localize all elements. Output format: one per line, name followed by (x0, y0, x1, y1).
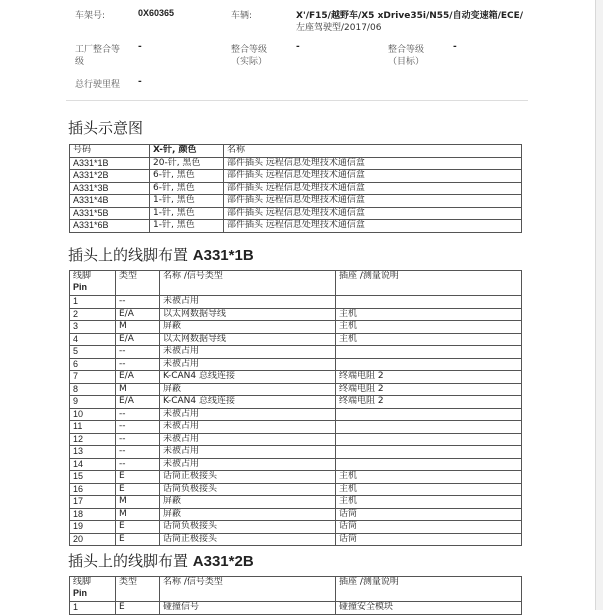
table-cell-type: -- (116, 433, 160, 446)
table-cell-socket: 主机 (336, 496, 522, 509)
table-cell-number: A331*2B (70, 170, 150, 183)
table-cell-signal: 屏蔽 (160, 508, 336, 521)
table-cell-pin: 2 (70, 308, 116, 321)
table-cell-pin: 7 (70, 371, 116, 384)
column-header-type: 类型 (116, 577, 160, 602)
table-cell-signal: 以太网数据导线 (160, 333, 336, 346)
table-cell-type: -- (116, 346, 160, 359)
table-cell-signal: 未被占用 (160, 346, 336, 359)
target-level-label-2: （目标） (388, 57, 425, 67)
table-row (70, 408, 522, 421)
column-header-number: 号码 (70, 145, 150, 158)
actual-level-label-2: （实际） (231, 57, 268, 67)
table-cell-number: A331*5B (70, 207, 150, 220)
table-cell-type: M (116, 508, 160, 521)
table-cell-socket (336, 446, 522, 459)
table-row (70, 182, 522, 195)
table-cell-type: M (116, 321, 160, 334)
table-cell-signal: 话筒负极接头 (160, 483, 336, 496)
table-cell-pin: 13 (70, 446, 116, 459)
table-cell-type: -- (116, 446, 160, 459)
table-cell-pin: 19 (70, 521, 116, 534)
table-cell-pin: 20 (70, 533, 116, 546)
table-row (70, 496, 522, 509)
table-cell-pin: 17 (70, 496, 116, 509)
table-cell-type: E/A (116, 371, 160, 384)
table-cell-name: 部件插头 远程信息处理技术通信盒 (224, 195, 522, 208)
table-cell-pins-color: 1-针, 黑色 (150, 220, 224, 233)
table-cell-socket: 终端电阻 2 (336, 396, 522, 409)
table-cell-pin: 9 (70, 396, 116, 409)
table-header-row (70, 577, 522, 602)
actual-level-label: 整合等级 (231, 45, 268, 55)
table-cell-signal: 话筒正极接头 (160, 471, 336, 484)
connector-overview-table (69, 144, 522, 233)
scrollbar-track[interactable] (596, 0, 603, 610)
chassis-value: 0X60365 (138, 8, 175, 18)
table-cell-signal: 未被占用 (160, 421, 336, 434)
table-cell-pins-color: 6-针, 黑色 (150, 170, 224, 183)
table-row (70, 321, 522, 334)
column-header-pin-en: Pin (73, 588, 88, 598)
table-cell-pin: 4 (70, 333, 116, 346)
table-cell-socket: 主机 (336, 308, 522, 321)
factory-level-label: 工厂整合等 (75, 45, 121, 55)
table-cell-name: 部件插头 远程信息处理技术通信盒 (224, 220, 522, 233)
table-cell-number: A331*1B (70, 157, 150, 170)
connector-overview-title: 插头示意图 (68, 119, 144, 137)
table-row (70, 533, 522, 546)
table-cell-pin: 11 (70, 421, 116, 434)
column-header-pin (70, 271, 116, 296)
table-row (70, 433, 522, 446)
target-level-label: 整合等级 (388, 45, 425, 55)
table-cell-socket: 话筒 (336, 508, 522, 521)
table-row (70, 170, 522, 183)
table-cell-signal: 话筒负极接头 (160, 521, 336, 534)
table-cell-number: A331*6B (70, 220, 150, 233)
table-cell-name: 部件插头 远程信息处理技术通信盒 (224, 170, 522, 183)
table-cell-signal: 以太网数据导线 (160, 308, 336, 321)
table-cell-type: E (116, 483, 160, 496)
column-header-pins-color: X-针, 颜色 (150, 145, 224, 158)
table-cell-pin: 3 (70, 321, 116, 334)
table-row (70, 371, 522, 384)
table-cell-pin: 16 (70, 483, 116, 496)
table-cell-type: E/A (116, 333, 160, 346)
table-cell-type: M (116, 496, 160, 509)
column-header-pin-cn: 线脚 (73, 271, 92, 281)
factory-level-value: - (138, 42, 142, 52)
table-cell-socket (336, 408, 522, 421)
table-cell-type: M (116, 383, 160, 396)
table-cell-pins-color: 20-针, 黑色 (150, 157, 224, 170)
table-cell-pin: 1 (70, 296, 116, 309)
table-cell-name: 部件插头 远程信息处理技术通信盒 (224, 157, 522, 170)
mileage-label: 总行驶里程 (75, 80, 121, 90)
vehicle-value-line1: X'/F15/越野车/X5 xDrive35i/N55/自动变速箱/ECE/ (296, 11, 524, 21)
column-header-socket: 插座 /测量说明 (336, 271, 522, 296)
pinout-1b-title-code: A331*1B (192, 247, 254, 264)
table-cell-pins-color: 1-针, 黑色 (150, 207, 224, 220)
table-row (70, 383, 522, 396)
table-cell-socket: 终端电阻 2 (336, 371, 522, 384)
table-row (70, 508, 522, 521)
table-cell-socket: 主机 (336, 483, 522, 496)
table-cell-pin: 1 (70, 602, 116, 615)
table-cell-socket (336, 433, 522, 446)
table-cell-type: E (116, 471, 160, 484)
column-header-pin-cn: 线脚 (73, 577, 92, 587)
column-header-socket: 插座 /测量说明 (336, 577, 522, 602)
table-cell-pin: 5 (70, 346, 116, 359)
table-row (70, 458, 522, 471)
table-cell-pin: 14 (70, 458, 116, 471)
table-cell-socket (336, 358, 522, 371)
table-cell-signal: 未被占用 (160, 433, 336, 446)
table-row (70, 602, 522, 615)
table-cell-signal: 屏蔽 (160, 321, 336, 334)
table-cell-pins-color: 1-针, 黑色 (150, 195, 224, 208)
table-cell-name: 部件插头 远程信息处理技术通信盒 (224, 182, 522, 195)
pinout-2b-table (69, 576, 522, 615)
table-row (70, 296, 522, 309)
table-header-row (70, 145, 522, 158)
pinout-2b-title (68, 550, 254, 571)
table-cell-pin: 18 (70, 508, 116, 521)
table-cell-signal: 未被占用 (160, 446, 336, 459)
factory-level-label-2: 级 (75, 57, 85, 67)
table-cell-pin: 12 (70, 433, 116, 446)
table-cell-pin: 8 (70, 383, 116, 396)
table-cell-signal: 未被占用 (160, 296, 336, 309)
pinout-2b-title-code: A331*2B (192, 553, 254, 570)
table-cell-pin: 10 (70, 408, 116, 421)
table-row (70, 483, 522, 496)
table-cell-socket: 话筒 (336, 521, 522, 534)
pinout-2b-title-text: 插头上的线脚布置 (68, 552, 193, 570)
mileage-value: - (138, 77, 142, 87)
table-cell-signal: 屏蔽 (160, 496, 336, 509)
table-cell-socket: 主机 (336, 471, 522, 484)
table-row (70, 446, 522, 459)
table-cell-pin: 15 (70, 471, 116, 484)
pinout-1b-title (68, 244, 254, 265)
table-row (70, 521, 522, 534)
table-cell-pin: 6 (70, 358, 116, 371)
column-header-signal: 名称 /信号类型 (160, 577, 336, 602)
table-cell-type: -- (116, 421, 160, 434)
pinout-1b-table (69, 270, 522, 546)
table-cell-type: E (116, 533, 160, 546)
table-row (70, 207, 522, 220)
table-cell-socket (336, 296, 522, 309)
table-cell-type: E (116, 521, 160, 534)
actual-level-value: - (296, 42, 300, 52)
table-cell-socket: 碰撞安全模块 (336, 602, 522, 615)
column-header-signal: 名称 /信号类型 (160, 271, 336, 296)
table-row (70, 308, 522, 321)
table-cell-number: A331*4B (70, 195, 150, 208)
table-cell-socket (336, 458, 522, 471)
column-header-name: 名称 (224, 145, 522, 158)
table-cell-socket: 终端电阻 2 (336, 383, 522, 396)
table-cell-signal: K-CAN4 总线连接 (160, 396, 336, 409)
table-row (70, 220, 522, 233)
table-cell-signal: K-CAN4 总线连接 (160, 371, 336, 384)
table-cell-socket: 话筒 (336, 533, 522, 546)
table-cell-signal: 话筒正极接头 (160, 533, 336, 546)
table-cell-type: E/A (116, 308, 160, 321)
table-row (70, 396, 522, 409)
table-cell-socket (336, 421, 522, 434)
header-divider (66, 100, 528, 101)
table-row (70, 421, 522, 434)
table-cell-socket: 主机 (336, 321, 522, 334)
table-cell-type: E/A (116, 396, 160, 409)
table-cell-pins-color: 6-针, 黑色 (150, 182, 224, 195)
table-cell-type: -- (116, 296, 160, 309)
table-cell-type: -- (116, 458, 160, 471)
vehicle-value-line2: 左座驾驶型/2017/06 (296, 23, 382, 33)
pinout-1b-title-text: 插头上的线脚布置 (68, 246, 193, 264)
table-cell-number: A331*3B (70, 182, 150, 195)
vehicle-label: 车辆: (231, 11, 253, 21)
table-row (70, 195, 522, 208)
table-cell-type: E (116, 602, 160, 615)
table-cell-name: 部件插头 远程信息处理技术通信盒 (224, 207, 522, 220)
table-row (70, 333, 522, 346)
table-cell-socket (336, 346, 522, 359)
table-row (70, 358, 522, 371)
table-row (70, 471, 522, 484)
table-cell-socket: 主机 (336, 333, 522, 346)
column-header-type: 类型 (116, 271, 160, 296)
table-cell-type: -- (116, 408, 160, 421)
table-cell-signal: 碰撞信号 (160, 602, 336, 615)
table-cell-signal: 未被占用 (160, 408, 336, 421)
table-cell-type: -- (116, 358, 160, 371)
chassis-label: 车架号: (75, 11, 106, 21)
table-row (70, 346, 522, 359)
target-level-value: - (453, 42, 457, 52)
table-header-row (70, 271, 522, 296)
table-cell-signal: 未被占用 (160, 358, 336, 371)
table-cell-signal: 未被占用 (160, 458, 336, 471)
column-header-pin-en: Pin (73, 282, 88, 292)
table-row (70, 157, 522, 170)
column-header-pin (70, 577, 116, 602)
table-cell-signal: 屏蔽 (160, 383, 336, 396)
